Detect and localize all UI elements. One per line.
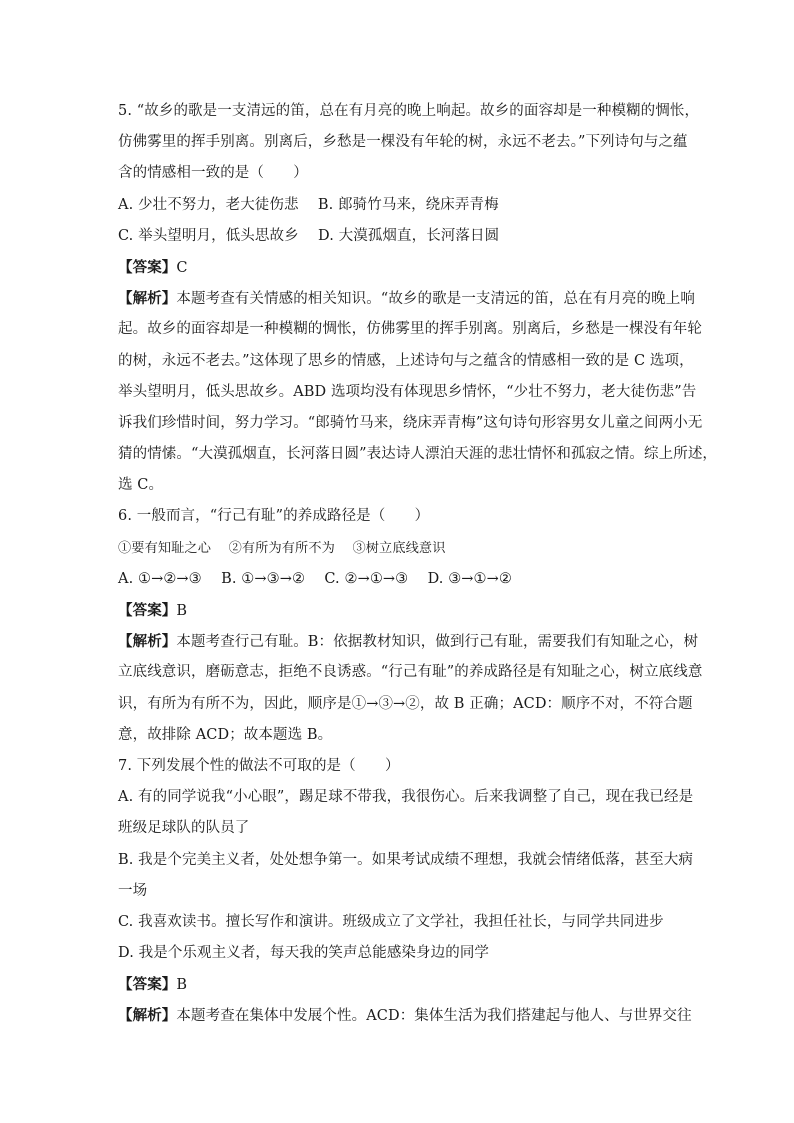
q5-option-line: A. 少壮不努力，老大徒伤悲 B. 郎骑竹马来，绕床弄青梅 (118, 196, 499, 213)
q5-answer (118, 252, 678, 283)
q7-option-line: 一场 (118, 882, 148, 899)
q5-analysis-line: 举头望明月，低头思故乡。ABD 选项均没有体现思乡情怀，“少壮不努力，老大徒伤悲”告 (118, 383, 697, 400)
q5-stem-line: 仿佛雾里的挥手别离。别离后，乡愁是一棵没有年轮的树，永远不老去。”下列诗句与之蕴 (118, 134, 688, 151)
q5-analysis-line: 选 C。 (118, 477, 164, 494)
q5-stem-line: 含的情感相一致的是（ ） (118, 165, 308, 182)
q6-items: ①要有知耻之心 ②有所为有所不为 ③树立底线意识 (118, 540, 446, 556)
answer-label: 【答案】 (118, 976, 177, 994)
analysis-label: 【解析】 (118, 633, 177, 651)
q5-analysis-line: 的树，永远不老去。”这体现了思乡的情感，上述诗句与之蕴含的情感相一致的是 C 选项， (118, 352, 694, 369)
q5-analysis-line: 起。故乡的面容却是一种模糊的惆怅，仿佛雾里的挥手别离。别离后，乡愁是一棵没有年轮 (118, 321, 702, 338)
analysis-text: 本题考查有关情感的相关知识。“故乡的歌是一支清远的笛，总在有月亮的晚上响 (176, 291, 695, 308)
analysis-text: 本题考查行己有耻。B：依据教材知识，做到行己有耻，需要我们有知耻之心，树 (176, 634, 699, 651)
q7-option-line: C. 我喜欢读书。擅长写作和演讲。班级成立了文学社，我担任社长，与同学共同进步 (118, 913, 664, 930)
q7-option-line: D. 我是个乐观主义者，每天我的笑声总能感染身边的同学 (118, 945, 490, 962)
q5-analysis-line: 诉我们珍惜时间，努力学习。“郎骑竹马来，绕床弄青梅”这句诗句形容男女儿童之间两小无 (118, 414, 703, 431)
analysis-text: 本题考查在集体中发展个性。ACD：集体生活为我们搭建起与他人、与世界交往 (176, 1008, 692, 1025)
analysis-label: 【解析】 (118, 1007, 177, 1025)
q5-analysis-line: 猜的情愫。“大漠孤烟直，长河落日圆”表达诗人漂泊天涯的悲壮情怀和孤寂之情。综上所述， (118, 446, 718, 463)
q7-option-line: 班级足球队的队员了 (118, 820, 250, 837)
analysis-label: 【解析】 (118, 290, 177, 308)
answer-value: B (176, 603, 188, 619)
q7-stem: 7. 下列发展个性的做法不可取的是（ ） (118, 757, 400, 774)
q7-option-line: B. 我是个完美主义者，处处想争第一。如果考试成绩不理想，我就会情绪低落，甚至大病 (118, 851, 693, 868)
q6-analysis-line: 意，故排除 ACD；故本题选 B。 (118, 726, 333, 743)
q6-options: A. ①→②→③ B. ①→③→② C. ②→①→③ D. ③→①→② (118, 570, 512, 587)
q5-analysis-line (118, 283, 695, 314)
answer-value: C (176, 259, 188, 276)
q6-analysis-line: 立底线意识，磨砺意志，拒绝不良诱惑。“行己有耻”的养成路径是有知耻之心，树立底线意 (118, 664, 703, 681)
q7-analysis-line (118, 1000, 692, 1031)
answer-value: B (176, 977, 188, 994)
q5-option-line: C. 举头望明月，低头思故乡 D. 大漠孤烟直，长河落日圆 (118, 227, 500, 244)
document-page (118, 96, 718, 1032)
answer-label: 【答案】 (118, 602, 177, 619)
q6-stem: 6. 一般而言，“行己有耻”的养成路径是（ ） (118, 508, 430, 525)
q5-stem-line: 5. “故乡的歌是一支清远的笛，总在有月亮的晚上响起。故乡的面容却是一种模糊的惆怅， (118, 103, 700, 119)
q7-option-line: A. 有的同学说我“小心眼”，踢足球不带我，我很伤心。后来我调整了自己，现在我已经是 (118, 789, 694, 806)
q6-analysis-line (118, 626, 699, 657)
q7-answer (118, 969, 678, 1000)
q6-answer (118, 595, 678, 626)
q6-analysis-line: 识，有所为有所不为，因此，顺序是①→③→②，故 B 正确；ACD：顺序不对，不符合题 (118, 695, 693, 712)
answer-label: 【答案】 (118, 258, 177, 276)
